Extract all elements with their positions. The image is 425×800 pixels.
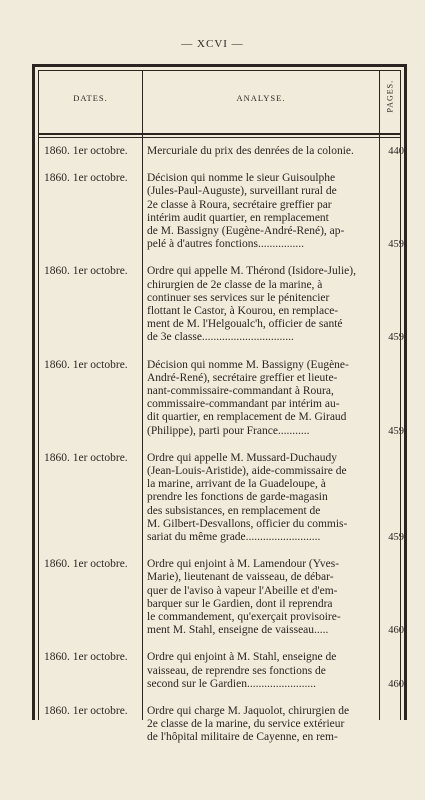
entry-date: 1860. 1er octobre. (44, 172, 128, 185)
entry-analysis (147, 265, 375, 344)
entry-page: 440 (388, 146, 404, 157)
entry-analysis-line: Ordre qui enjoint à M. Stahl, enseigne de (147, 651, 337, 664)
entry-analysis (147, 651, 375, 691)
entry-page: 460 (388, 678, 404, 690)
header-rule (39, 133, 400, 135)
entry-analysis-line: sariat du même grade.......................... (147, 531, 321, 544)
column-divider-dates (142, 71, 143, 720)
entry-analysis-line: vaisseau, de reprendre ses fonctions de (147, 664, 326, 677)
entry-analysis-line: André-René), secrétaire greffier et lieute- (147, 371, 338, 384)
entry-analysis-line: (Jean-Louis-Aristide), aide-commissaire de (147, 465, 347, 477)
entry-date: 1860. 1er octobre. (44, 558, 128, 571)
table-body (38, 70, 404, 744)
entry-analysis-line: Décision qui nomme le sieur Guisoulphe (147, 172, 336, 185)
entry-analysis-line: ment de M. l'Helgoualc'h, officier de santé (147, 318, 343, 331)
entry-analysis-line: le commandement, qu'exerçait provisoire- (147, 611, 341, 623)
entry-page: 459 (388, 425, 404, 437)
entry-analysis-line: pelé à d'autres fonctions................ (147, 238, 304, 251)
entry-date: 1860. 1er octobre. (44, 145, 128, 157)
entry-page: 460 (388, 625, 404, 637)
entry-analysis (147, 172, 375, 251)
column-divider-pages (379, 71, 380, 720)
entry-analysis-line: Décision qui nomme M. Bassigny (Eugène- (147, 358, 349, 371)
entry-analysis-line: (Philippe), parti pour France........... (147, 424, 310, 437)
entry-analysis-line: second sur le Gardien........................ (147, 677, 316, 690)
entry-analysis-line: Marie), lieutenant de vaisseau, de débar- (147, 571, 334, 584)
entry-analysis-line: commissaire-commandant par intérim au- (147, 398, 340, 411)
entry-analysis-line: Ordre qui appelle M. Mussard-Duchaudy (147, 451, 338, 464)
entry-analysis-line: (Jules-Paul-Auguste), surveillant rural de (147, 185, 337, 198)
entry-analysis-line: barquer sur le Gardien, dont il reprendra (147, 597, 333, 610)
entry-analysis-line: Ordre qui appelle M. Thérond (Isidore-Julie), (147, 265, 356, 278)
entry-analysis (147, 705, 375, 745)
header-dates: DATES. (73, 93, 108, 103)
entry-analysis-line: 2e classe de la marine, du service extérieur (147, 718, 345, 731)
entry-analysis-line: M. Gilbert-Desvallons, officier du commis- (147, 517, 348, 530)
entry-analysis-line: prendre les fonctions de garde-magasin (147, 491, 328, 504)
entry-analysis-line: de 3e classe................................ (147, 331, 294, 344)
entry-analysis-line: Ordre qui enjoint à M. Lamendour (Yves- (147, 558, 340, 571)
entry-analysis-line: de M. Bassigny (Eugène-André-René), ap- (147, 225, 345, 237)
entry-analysis-line: la marine, arrivant de la Guadeloupe, à (147, 478, 326, 491)
entry-date: 1860. 1er octobre. (44, 451, 128, 464)
entry-analysis-line: dit quartier, en remplacement de M. Giraud (147, 411, 347, 424)
entry-date: 1860. 1er octobre. (44, 651, 128, 664)
entry-analysis (147, 452, 375, 544)
entry-analysis-line: de l'hôpital militaire de Cayenne, en rem- (147, 731, 338, 744)
entry-page: 459 (388, 332, 404, 344)
header-analysis: ANALYSE. (236, 93, 286, 103)
entry-analysis-line: nant-commissaire-commandant à Roura, (147, 385, 334, 397)
entry-analysis (147, 558, 375, 637)
entry-analysis-line: 2e classe à Roura, secrétaire greffier par (147, 198, 332, 211)
entry-page: 459 (388, 531, 404, 543)
entry-analysis-line: chirurgien de 2e classe de la marine, à (147, 278, 323, 291)
entry-analysis (147, 145, 375, 158)
entry-analysis-line: Mercuriale du prix des denrées de la colonie. (147, 145, 354, 157)
entry-analysis (147, 359, 375, 438)
page-number: — XCVI — (181, 38, 244, 50)
register-table (32, 64, 407, 744)
entry-analysis-line: quer de l'aviso à vapeur l'Abeille et d'em- (147, 584, 338, 597)
entry-date: 1860. 1er octobre. (44, 358, 128, 371)
entry-page: 459 (388, 239, 404, 251)
entry-analysis-line: flottant le Castor, à Kourou, en remplace- (147, 305, 339, 317)
entry-analysis-line: Ordre qui charge M. Jaquolot, chirurgien de (147, 705, 350, 717)
entry-analysis-line: des subsistances, en remplacement de (147, 504, 321, 517)
entry-analysis-line: continuer ses services sur le pénitencier (147, 291, 330, 304)
header-pages: PAGES. (385, 79, 395, 113)
entry-date: 1860. 1er octobre. (44, 265, 128, 278)
entry-analysis-line: ment M. Stahl, enseigne de vaisseau..... (147, 624, 329, 637)
entry-analysis-line: intérim audit quartier, en remplacement (147, 211, 329, 224)
entry-date: 1860. 1er octobre. (44, 705, 128, 717)
header-rule-thin (39, 137, 400, 138)
